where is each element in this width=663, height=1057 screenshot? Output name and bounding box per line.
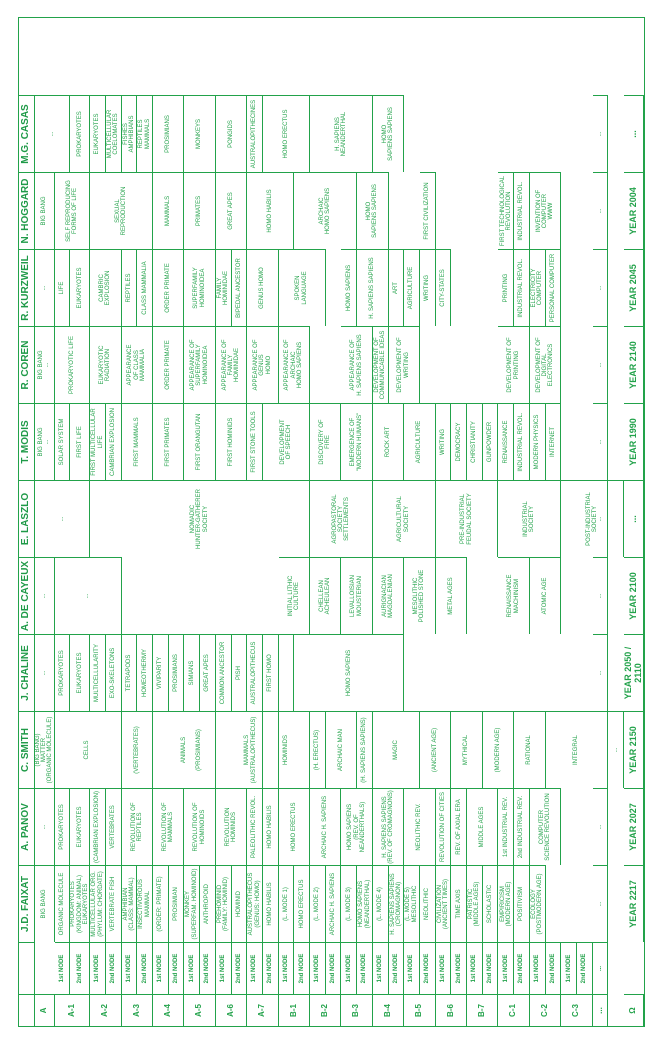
node-label: 1st NODE bbox=[561, 942, 577, 994]
node-label: 2nd NODE bbox=[70, 942, 90, 994]
table-cell: (PROSIMIANS) bbox=[184, 711, 215, 788]
table-cell: INTERNET bbox=[546, 403, 562, 480]
table-cell: CHRISTIANITY bbox=[467, 403, 483, 480]
table-cell: INTEGRAL bbox=[546, 711, 609, 788]
year-cell: ... bbox=[624, 480, 644, 557]
table-cell: COMMON ANCESTOR bbox=[216, 634, 232, 711]
table-cell bbox=[279, 634, 295, 711]
table-cell: VERTEBRATE FISH bbox=[106, 865, 122, 942]
table-cell: ... bbox=[35, 480, 90, 557]
table-cell: POST-INDUSTRIAL SOCIETY bbox=[561, 480, 624, 557]
table-cell: GUNPOWDER bbox=[483, 403, 499, 480]
stage-label: B-3 bbox=[341, 994, 372, 1026]
node-label: 1st NODE bbox=[279, 942, 295, 994]
node-label: 2nd NODE bbox=[263, 942, 279, 994]
table-cell: HOMO ERECTUS bbox=[279, 788, 310, 865]
node-label: 2nd NODE bbox=[577, 942, 593, 994]
node-label: 2nd NODE bbox=[294, 942, 310, 994]
table-cell: DEVELOPMENT OF WRITING bbox=[389, 326, 420, 403]
table-cell: FIRST MULTICELLULAR LIFE bbox=[90, 403, 106, 480]
table-cell: AMPHIBIAN (CLASS: MAMMAL) bbox=[122, 865, 138, 942]
node-label: 1st NODE bbox=[404, 942, 420, 994]
table-cell: PISH bbox=[232, 634, 248, 711]
table-cell: PROKARYOTES bbox=[55, 634, 71, 711]
table-cell: AGRICULTURAL SOCIETY bbox=[373, 480, 436, 557]
node-label: 1st NODE bbox=[247, 942, 263, 994]
table-cell: ECOLOGY (POSTMODERN AGE) bbox=[530, 865, 546, 942]
table-cell: LEVALLOISIAN MOUSTERIAN bbox=[341, 557, 372, 634]
table-cell: REVOLUTION OF HOMINOIDS bbox=[184, 788, 215, 865]
table-cell: FIRST CIVILIZATION bbox=[420, 172, 436, 249]
table-cell: BIG BANG ... bbox=[35, 326, 55, 403]
table-cell: BIG BANG bbox=[35, 865, 55, 942]
table-cell: MULTICELLULARITY bbox=[90, 634, 106, 711]
table-cell: HOMINIDS bbox=[263, 711, 310, 788]
table-cell: ... bbox=[593, 172, 609, 249]
node-label: 1st NODE bbox=[153, 942, 169, 994]
table-cell: MIDDLE AGES bbox=[467, 788, 498, 865]
stage-label: A-5 bbox=[184, 994, 215, 1026]
node-label: 2nd NODE bbox=[200, 942, 216, 994]
table-cell: FAMILY HOMINIDAE bbox=[216, 249, 232, 326]
table-cell: ... bbox=[35, 95, 71, 172]
table-cell: FIRST MAMMALS bbox=[122, 403, 153, 480]
stage-label: A-3 bbox=[122, 994, 153, 1026]
table-cell: ORGANIC MOLECULE bbox=[55, 865, 71, 942]
table-cell: (BIG BANG) MATTER (ORGANIC MOLECULE) bbox=[35, 711, 55, 788]
table-cell: REPTILES MAMMALS bbox=[137, 95, 153, 172]
table-cell: ROCK ART bbox=[373, 403, 404, 480]
table-cell: (L. MODE 4) bbox=[373, 865, 389, 942]
table-cell: H. SAPIENS SAPIENS bbox=[357, 249, 388, 326]
table-cell: APPEARANCE OF FAMILY HOMINIDAE bbox=[216, 326, 247, 403]
node-label: 2nd NODE bbox=[451, 942, 467, 994]
table-cell: (H. ERECTUS) bbox=[310, 711, 326, 788]
stage-label: B-5 bbox=[404, 994, 435, 1026]
table-cell: PROSIMIANS bbox=[153, 95, 184, 172]
table-cell: INDUSTRIAL REVOL. bbox=[514, 249, 530, 326]
node-label: 1st NODE bbox=[184, 942, 200, 994]
table-cell: NEOLITHIC REV. bbox=[404, 788, 435, 865]
table-cell: MULTICELLULAR ORG. (PHYLUM: CHORDATE) bbox=[90, 865, 106, 942]
table-cell: MYTHICAL bbox=[451, 711, 482, 788]
node-label: 2nd NODE bbox=[420, 942, 436, 994]
table-cell: HOMO SAPIENS (REV. OF NEANDERTHALS) bbox=[341, 788, 372, 865]
table-cell: ... bbox=[35, 788, 55, 865]
year-cell: YEAR 2140 bbox=[624, 326, 644, 403]
stage-label: C-2 bbox=[530, 994, 561, 1026]
node-label: 1st NODE bbox=[467, 942, 483, 994]
table-cell: ... bbox=[593, 557, 609, 634]
node-label: 1st NODE bbox=[90, 942, 106, 994]
table-cell: PROKARYOTES bbox=[55, 788, 71, 865]
table-cell: CIVILIZATION (ANCIENT TIMES) bbox=[436, 865, 452, 942]
column-header: R. KURZWEIL bbox=[19, 249, 35, 326]
table-cell: HOMO HABILIS bbox=[247, 172, 294, 249]
table-cell: COMPUTER SCIENCE REVOLUTION bbox=[530, 788, 561, 865]
stage-label: ... bbox=[593, 994, 609, 1026]
table-cell: ... bbox=[55, 557, 122, 634]
table-cell: ... bbox=[35, 249, 55, 326]
table-cell: (H. SAPIENS SAPIENS) bbox=[357, 711, 373, 788]
table-cell: FIRST ORANGUTAN bbox=[184, 403, 215, 480]
node-label: 2nd NODE bbox=[326, 942, 342, 994]
stage-label: B-7 bbox=[467, 994, 498, 1026]
table-cell: METAL AGES bbox=[436, 557, 467, 634]
year-cell: YEAR 2027 bbox=[624, 788, 644, 865]
table-cell: SCHOLASTIC bbox=[483, 865, 499, 942]
table-cell: AUSTRALOPITHECINES bbox=[247, 95, 263, 172]
year-cell: YEAR 2045 bbox=[624, 249, 644, 326]
table-cell: EMERGENCE OF "MODERN HUMANS" bbox=[341, 403, 372, 480]
table-cell: EXO-SKELETONS bbox=[106, 634, 122, 711]
table-cell: EUKARYOTES bbox=[70, 634, 90, 711]
table-cell: ELECTRICITY COMPUTER bbox=[530, 249, 546, 326]
table-cell: PATRISTIC (MIDDLE AGES) bbox=[467, 865, 483, 942]
table-cell: CLASS MAMMALIA bbox=[137, 249, 153, 326]
table-cell: ... bbox=[593, 480, 609, 557]
table-cell: BIG BANG ... bbox=[35, 403, 55, 480]
table-cell: TIME AXIS bbox=[451, 865, 467, 942]
stage-label: B-1 bbox=[279, 994, 310, 1026]
table-cell: ATOMIC AGE bbox=[530, 557, 561, 634]
table-cell: TETRAPODS bbox=[122, 634, 138, 711]
table-cell: H. SAPIENS SAPIENS (REV. OF CROMAGNONS) bbox=[373, 788, 404, 865]
stage-label: A-7 bbox=[247, 994, 278, 1026]
table-cell: H. SAPIENS SAPIENS (CROMAGNON) bbox=[389, 865, 405, 942]
node-label: 2nd NODE bbox=[232, 942, 248, 994]
column-header bbox=[19, 994, 35, 1026]
table-cell: ... bbox=[593, 326, 609, 403]
year-cell: YEAR 2100 bbox=[624, 557, 644, 634]
table-cell: CITY-STATES bbox=[436, 249, 452, 326]
table-cell: HOMO ERECTUS bbox=[263, 95, 310, 172]
table-cell: HOMO SAPIENS bbox=[294, 634, 404, 711]
table-cell: SOLAR SYSTEM bbox=[55, 403, 71, 480]
table-cell: AGRICULTURE bbox=[404, 249, 420, 326]
node-label: ... bbox=[593, 942, 609, 994]
table-cell: FIRST TECHNOLOGICAL REVOLUTION bbox=[498, 172, 514, 249]
table-cell: ARCHAIC H. SAPIENS bbox=[310, 788, 341, 865]
table-cell: GREAT APES bbox=[216, 172, 247, 249]
node-label: 1st NODE bbox=[310, 942, 326, 994]
table-cell: PREHOMINID (FAMILY: HOMINID) bbox=[216, 865, 232, 942]
year-cell: YEAR 2217 bbox=[624, 865, 644, 942]
table-cell: REV. OF AXIAL ERA bbox=[451, 788, 467, 865]
node-label: 2nd NODE bbox=[137, 942, 153, 994]
table-cell: ... bbox=[35, 634, 55, 711]
table-cell: APPEARANCE OF GENUS HOMO bbox=[247, 326, 278, 403]
node-label: 1st NODE bbox=[498, 942, 514, 994]
table-cell: H. SAPIENS NEANDERTHAL bbox=[310, 95, 373, 172]
table-cell: HOMO ERECTUS bbox=[294, 865, 310, 942]
table-cell: DEMOCRACY bbox=[451, 403, 467, 480]
column-header: E. LASZLO bbox=[19, 480, 35, 557]
table-cell: SPOKEN LANGUAGE bbox=[279, 249, 326, 326]
table-cell: (CAMBRIAN EXPLOSION) bbox=[90, 788, 106, 865]
column-header bbox=[19, 942, 35, 994]
node-label: 2nd NODE bbox=[106, 942, 122, 994]
year-cell: YEAR 2004 bbox=[624, 172, 644, 249]
table-cell: 2nd INDUSTRIAL REV. bbox=[514, 788, 530, 865]
column-header: N. HOGGARD bbox=[19, 172, 35, 249]
table-cell: REVOLUTION OF REPTILES bbox=[122, 788, 153, 865]
table-cell: GREAT APES bbox=[200, 634, 216, 711]
table-cell: MESOLITHIC POLISHED STONE bbox=[404, 557, 435, 634]
table-cell: DEVELOPMENT OF SPEECH bbox=[263, 403, 310, 480]
table-cell: FIRST HOMO bbox=[263, 634, 279, 711]
stage-label: B-6 bbox=[436, 994, 467, 1026]
table-cell: PRINTING bbox=[498, 249, 514, 326]
table-cell: MONKEYS bbox=[184, 95, 215, 172]
table-cell: PROSIMIANS bbox=[169, 634, 185, 711]
table-cell: ... bbox=[593, 788, 609, 865]
table-cell: RENAISSANCE MACHINISM bbox=[498, 557, 529, 634]
table-cell: ANIMALS bbox=[153, 711, 216, 788]
table-cell: RATIONAL bbox=[514, 711, 545, 788]
table-cell: FISHES AMPHIBIANS bbox=[122, 95, 138, 172]
table-cell: INDUSTRIAL SOCIETY bbox=[498, 480, 561, 557]
table-cell: AUSTRALOPITHECUS bbox=[247, 634, 263, 711]
year-cell: YEAR 2150 bbox=[624, 711, 644, 788]
table-cell: FIRST HOMINIDS bbox=[216, 403, 247, 480]
table-cell: APPEARANCE OF H. SAPIENS SAPIENS bbox=[341, 326, 372, 403]
table-cell: DISCOVERY OF FIRE bbox=[310, 403, 341, 480]
table-cell: ... bbox=[593, 865, 609, 942]
table-cell: CHELLEAN ACHEULEAN bbox=[310, 557, 341, 634]
node-label: 2nd NODE bbox=[483, 942, 499, 994]
table-cell: AURIGNACIAN MAGDALENIAN bbox=[373, 557, 404, 634]
stage-label: B-2 bbox=[310, 994, 341, 1026]
table-cell: MULTICELLULAR COELOMATES bbox=[106, 95, 122, 172]
stage-label: C-1 bbox=[498, 994, 529, 1026]
table-cell: (L. MODE 3) bbox=[341, 865, 357, 942]
table-cell: AUSTRALOPITHECUS (GENUS: HOMO) bbox=[247, 865, 263, 942]
table-cell: FIRST STONE TOOLS bbox=[247, 403, 263, 480]
table-cell: ORDER PRIMATE bbox=[153, 326, 184, 403]
table-cell: ... bbox=[35, 557, 55, 634]
table-cell: PONGIDS bbox=[216, 95, 247, 172]
table-cell: (L. MODE 2) bbox=[310, 865, 326, 942]
table-cell: DEVELOPMENT OF PRINTING bbox=[498, 326, 529, 403]
stage-label: A-1 bbox=[55, 994, 91, 1026]
table-cell: PRIMATES bbox=[184, 172, 215, 249]
table-cell: DEVELOPMENT OF COMMUNICABLE IDEAS bbox=[373, 326, 389, 403]
table-cell: ARCHAIC MAN bbox=[326, 711, 357, 788]
table-cell: PRE-INDUSTRIAL FEUDAL SOCIETY bbox=[436, 480, 499, 557]
table-cell: EUKARYOTES bbox=[90, 95, 106, 172]
table-cell: (L. MODE 5) MESOLITHIC bbox=[404, 865, 420, 942]
table-cell: SEXUAL REPRODUCTION bbox=[90, 172, 153, 249]
year-cell: YEAR 2050 / 2110 bbox=[624, 634, 644, 711]
table-cell: INDUSTRIAL REVOL. bbox=[514, 403, 530, 480]
table-cell: REVOLUTION OF MAMMALS bbox=[153, 788, 184, 865]
table-cell: WRITING bbox=[420, 249, 436, 326]
column-header: A. PANOV bbox=[19, 788, 35, 865]
table-cell: FIRST LIFE bbox=[70, 403, 90, 480]
table-cell: FIRST PRIMATES bbox=[153, 403, 184, 480]
table-cell: EUKARYOTES bbox=[70, 788, 90, 865]
table-cell: HOMEOTHERMY bbox=[137, 634, 153, 711]
table-cell: EUKARYOTIC RADIATION bbox=[90, 326, 121, 403]
stage-label: C-3 bbox=[561, 994, 592, 1026]
node-label: 1st NODE bbox=[55, 942, 71, 994]
table-cell: BIG BANG bbox=[35, 172, 55, 249]
table-cell: APPEARANCE OF ARCHAIC HOMO SAPIENS bbox=[279, 326, 310, 403]
table-cell: INDUSTRIAL REVOL. bbox=[514, 172, 530, 249]
column-header: T. MODIS bbox=[19, 403, 35, 480]
table-cell: AGRICULTURE bbox=[404, 403, 435, 480]
table-cell: INVENTION OF COMPUTER WWW bbox=[530, 172, 561, 249]
table-cell: CAMBRIC EXPLOSION bbox=[90, 249, 121, 326]
column-header: J. CHALINE bbox=[19, 634, 35, 711]
table-cell: ORDER PRIMATE bbox=[153, 249, 184, 326]
table-cell: APPEARANCE OF SUPERFAMILY HOMINOIDEA bbox=[184, 326, 215, 403]
table-cell: (MODERN AGE) bbox=[483, 711, 514, 788]
table-cell: NOMADIC HUNTER-GATHERER SOCIETY bbox=[90, 480, 310, 557]
column-header: J.D. FAIXAT bbox=[19, 865, 35, 942]
table-cell: PERSONAL COMPUTER bbox=[546, 249, 562, 326]
column-header: M.G. CASAS bbox=[19, 95, 35, 172]
table-cell: (L. MODE 1) bbox=[279, 865, 295, 942]
table-cell: (VERTEBRATES) bbox=[122, 711, 153, 788]
node-label: 1st NODE bbox=[436, 942, 452, 994]
table-cell: (ANCIENT AGE) bbox=[420, 711, 451, 788]
table-cell: PROKARYOTES bbox=[70, 95, 90, 172]
table-cell: SIMIANS bbox=[184, 634, 200, 711]
stage-label: A-4 bbox=[153, 994, 184, 1026]
table-cell: BIPEDAL ANCESTOR bbox=[232, 249, 248, 326]
table-cell: REPTILES bbox=[122, 249, 138, 326]
table-cell: ARCHAIC H. SAPIENS bbox=[326, 865, 342, 942]
table-cell: HOMO SAPIENS (NEANDERTHAL) bbox=[357, 865, 373, 942]
table-cell: NEOLITHIC bbox=[420, 865, 436, 942]
table-cell: 1st INDUSTRIAL REV. bbox=[498, 788, 514, 865]
node-label: 1st NODE bbox=[122, 942, 138, 994]
table-cell: ... bbox=[608, 711, 624, 788]
table-cell: POSITIVISM bbox=[514, 865, 530, 942]
table-cell: EMPIRICISM (MODERN AGE) bbox=[498, 865, 514, 942]
table-cell: VIVIPARITY bbox=[153, 634, 169, 711]
table-cell: MODERN PHYSICS bbox=[530, 403, 546, 480]
table-cell: SUPERFAMILY HOMINOIDEA bbox=[184, 249, 215, 326]
evolution-comparison-table bbox=[18, 17, 645, 1027]
node-label: 2nd NODE bbox=[514, 942, 530, 994]
node-label: 2nd NODE bbox=[357, 942, 373, 994]
stage-label: Ω bbox=[624, 994, 644, 1026]
table-cell: PROSIMIAN bbox=[169, 865, 185, 942]
column-header: R. COREN bbox=[19, 326, 35, 403]
stage-label: A-6 bbox=[216, 994, 247, 1026]
table-cell: DEVELOPMENT OF DIGITAL ELECTRONICS bbox=[530, 326, 561, 403]
stage-label: A bbox=[35, 994, 55, 1026]
table-cell: ... bbox=[593, 95, 609, 172]
stage-label: A-2 bbox=[90, 994, 121, 1026]
node-label: 2nd NODE bbox=[169, 942, 185, 994]
table-cell: HOMO SAPIENS SAPIENS bbox=[357, 172, 388, 249]
table-cell: GENUS HOMO bbox=[247, 249, 278, 326]
table-cell: VERTEBRATES bbox=[106, 788, 122, 865]
table-cell: ... bbox=[593, 634, 609, 711]
column-header: A. DE CAYEUX bbox=[19, 557, 35, 634]
year-cell: YEAR 1990 bbox=[624, 403, 644, 480]
table-cell: LIFE bbox=[55, 249, 71, 326]
table-cell: PALEOLITHIC REVOL. bbox=[247, 788, 263, 865]
table-cell: EUKARYOTES bbox=[70, 249, 90, 326]
table-cell: INSECTIVOROUS MAMMAL bbox=[137, 865, 153, 942]
column-header: C. SMITH bbox=[19, 711, 35, 788]
table-cell: REVOLUTION OF CITIES bbox=[436, 788, 452, 865]
table-cell: HOMO SAPIENS bbox=[341, 249, 357, 326]
node-label: 1st NODE bbox=[373, 942, 389, 994]
table-cell: INITIAL LITHIC CULTURE bbox=[279, 557, 310, 634]
year-cell: ... bbox=[624, 95, 644, 172]
table-cell: HOMO HABILIS bbox=[263, 865, 279, 942]
node-label: 1st NODE bbox=[341, 942, 357, 994]
table-cell: MAGIC bbox=[373, 711, 420, 788]
table-cell: SELF REPRODUCING FORMS OF LIFE bbox=[55, 172, 91, 249]
table-cell: REVOLUTION HOMINIDS bbox=[216, 788, 247, 865]
stage-label: B-4 bbox=[373, 994, 404, 1026]
table-cell: PROKARYOTES (KINGDOM: ANIMAL) EUKARYOTES bbox=[70, 865, 90, 942]
table-cell: CELLS bbox=[55, 711, 122, 788]
node-label: 1st NODE bbox=[216, 942, 232, 994]
table-cell: HOMO SAPIENS SAPIENS bbox=[373, 95, 404, 172]
table-cell: CAMBRIAN EXPLOSION bbox=[106, 403, 122, 480]
node-label: 1st NODE bbox=[530, 942, 546, 994]
table-cell: ART bbox=[389, 249, 405, 326]
table-cell: AGROPASTORAL SOCIETY SETTLEMENTS bbox=[310, 480, 373, 557]
table-cell: MAMMALS bbox=[153, 172, 184, 249]
table-cell: PROKARYOTIC LIFE bbox=[55, 326, 91, 403]
table-cell: ARCHAIC HOMO SAPIENS bbox=[294, 172, 357, 249]
table-cell: ANTHROPOID bbox=[200, 865, 216, 942]
table-cell: RENAISSANCE bbox=[498, 403, 514, 480]
node-label: 2nd NODE bbox=[389, 942, 405, 994]
table-cell: HOMINID bbox=[232, 865, 248, 942]
table-cell: HOMO HABILIS bbox=[263, 788, 279, 865]
table-cell: (ORDER: PRIMATE) bbox=[153, 865, 169, 942]
table-cell: (AUSTRALOPITHECUS) bbox=[247, 711, 263, 788]
table-cell: ... bbox=[593, 403, 609, 480]
table-cell: APPEARANCE OF CLASS MAMMALIA bbox=[122, 326, 153, 403]
table-cell: WRITING bbox=[436, 403, 452, 480]
table-cell: ... bbox=[593, 249, 609, 326]
node-label: 2nd NODE bbox=[546, 942, 562, 994]
table-cell: MAMMALS bbox=[216, 711, 279, 788]
table-cell: MONKEY (SUPERFAM. HOMINOID) bbox=[184, 865, 200, 942]
